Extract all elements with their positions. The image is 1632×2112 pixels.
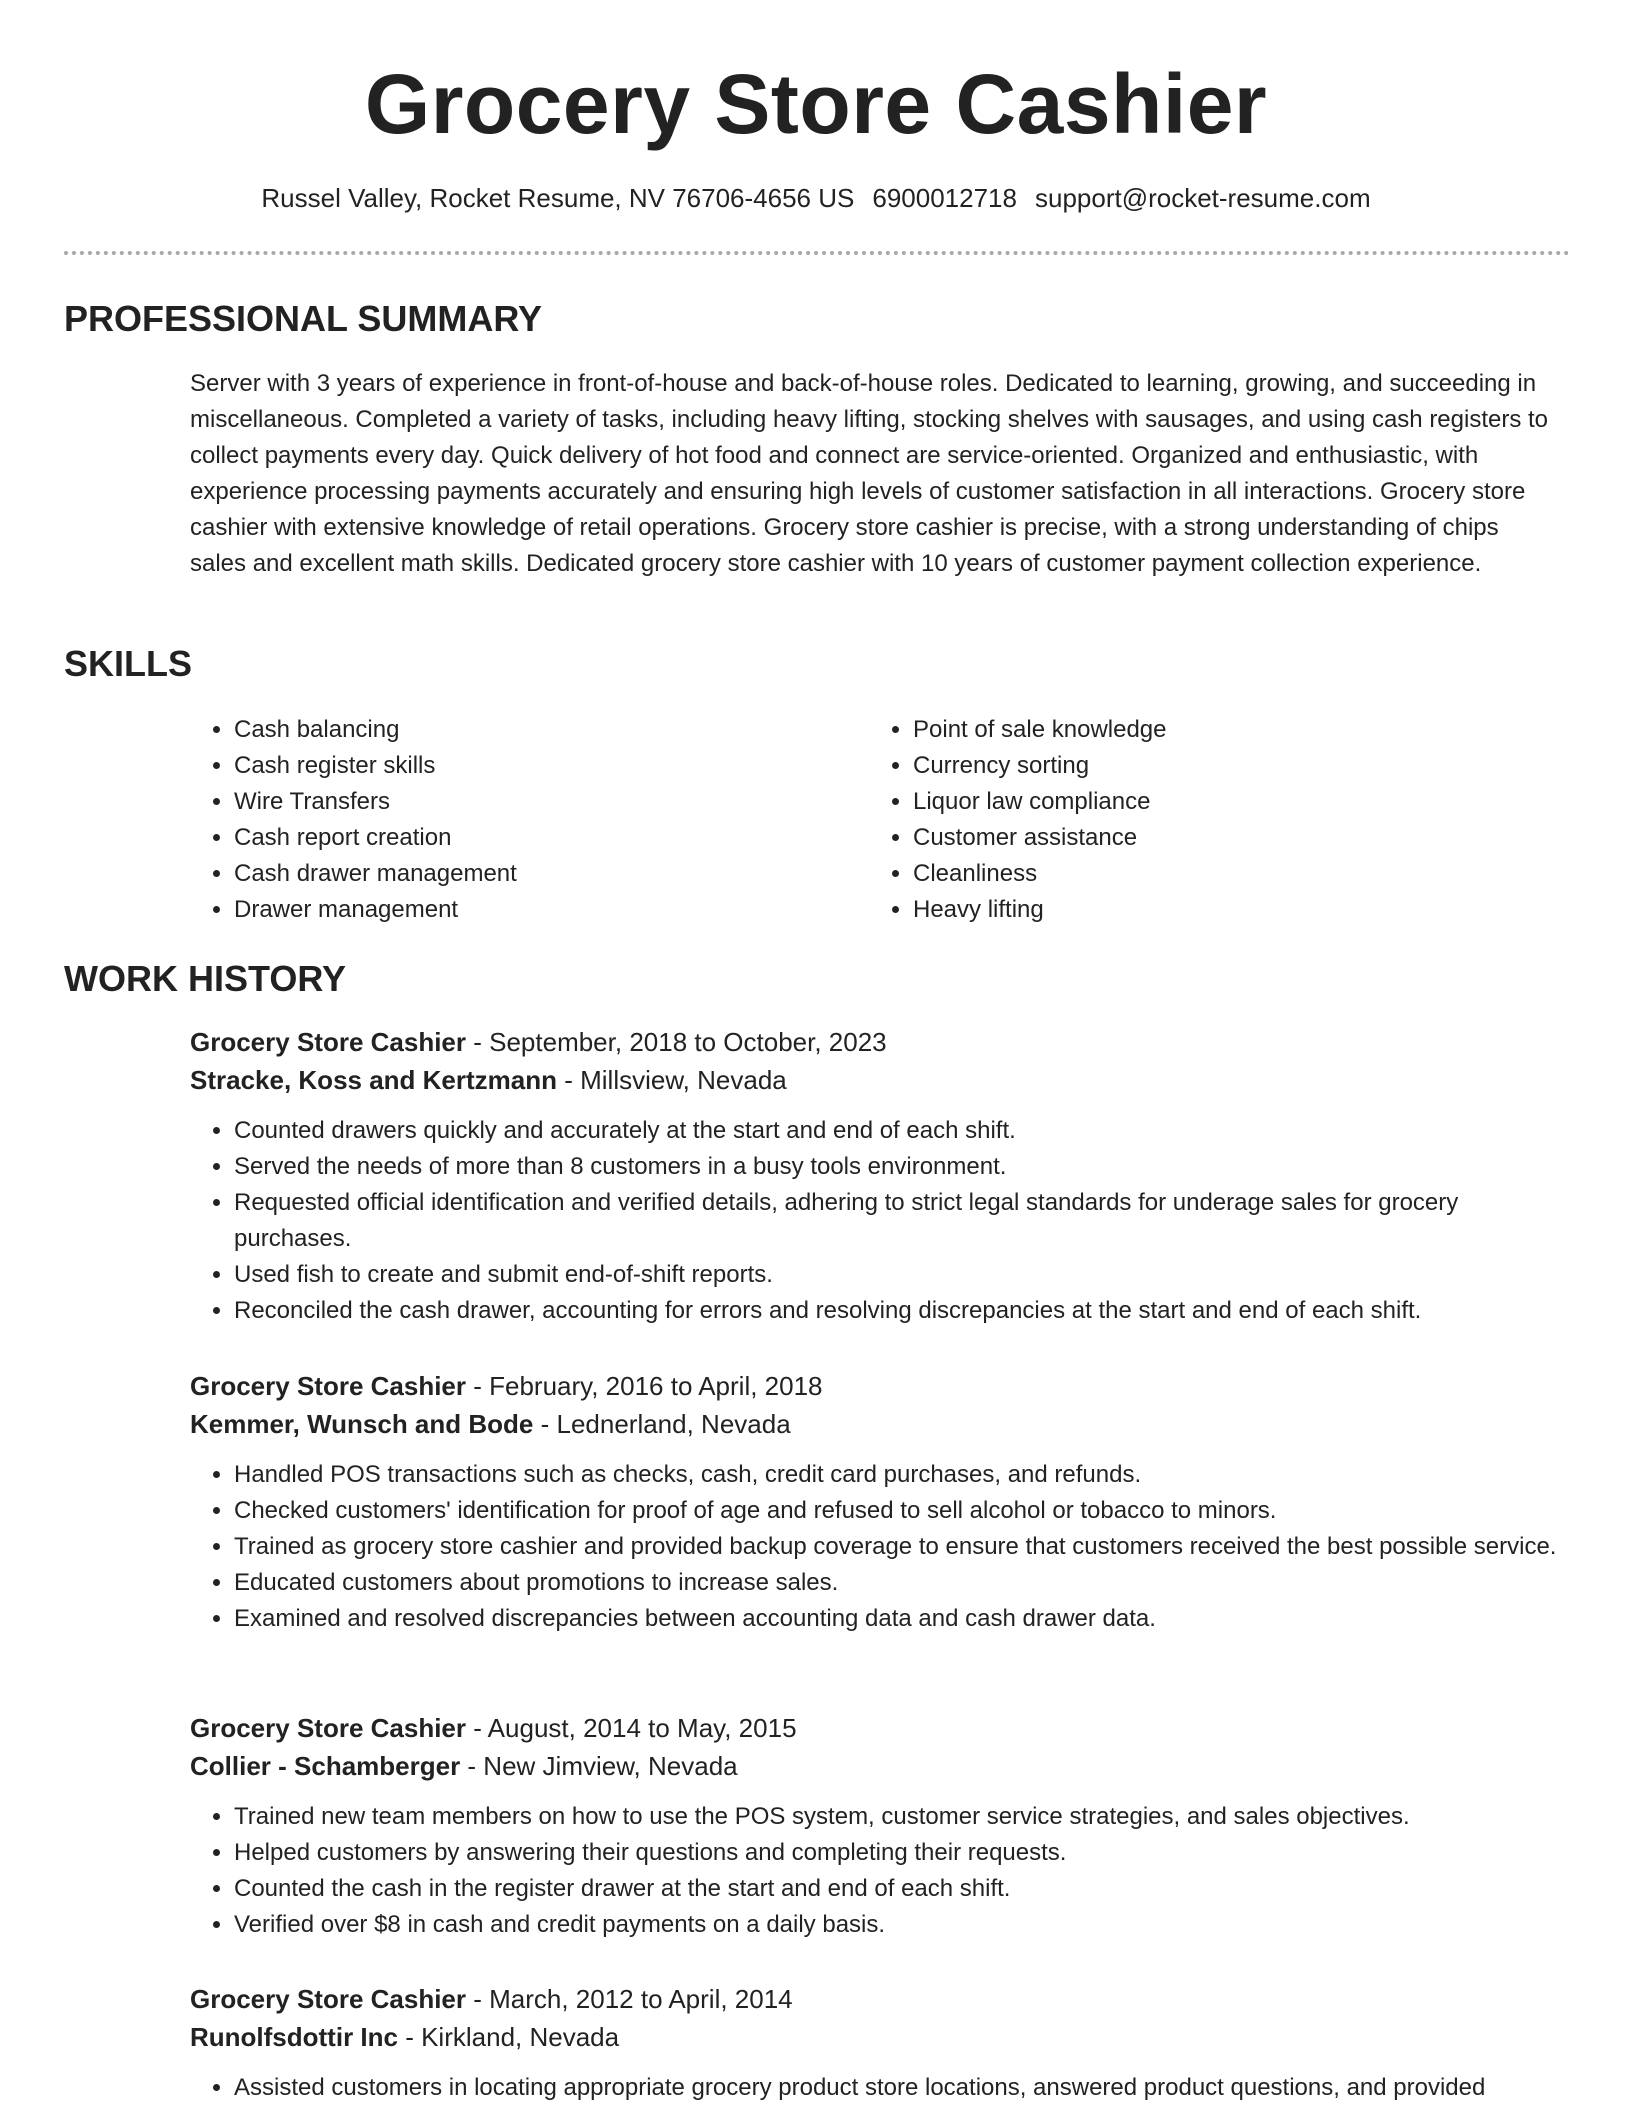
job-bullet: • Requested official identification and verified details, adhering to strict legal standards for underage sales for grocery purchases. bbox=[234, 1185, 1560, 1257]
job-bullet: • Counted drawers quickly and accurately at the start and end of each shift. bbox=[234, 1113, 1560, 1149]
job-bullets bbox=[190, 1799, 1560, 1943]
job-entry bbox=[190, 1709, 1560, 1943]
job-company-line bbox=[190, 1061, 1560, 1099]
job-company: Kemmer, Wunsch and Bode bbox=[190, 1409, 534, 1439]
job-bullet: • Counted the cash in the register drawer at the start and end of each shift. bbox=[234, 1871, 1560, 1907]
skill-item: • Cash register skills bbox=[234, 748, 830, 784]
job-bullet: • Helped customers by answering their questions and completing their requests. bbox=[234, 1835, 1560, 1871]
job-bullet: • Used fish to create and submit end-of-shift reports. bbox=[234, 1257, 1560, 1293]
job-title-line bbox=[190, 1367, 1560, 1405]
job-company-line bbox=[190, 2018, 1560, 2056]
job-role: Grocery Store Cashier bbox=[190, 1713, 467, 1743]
job-dates: - February, 2016 to April, 2018 bbox=[466, 1371, 823, 1401]
job-location: - Lednerland, Nevada bbox=[533, 1409, 791, 1439]
contact-phone: 6900012718 bbox=[872, 183, 1017, 213]
skill-item: • Point of sale knowledge bbox=[913, 712, 1509, 748]
job-role: Grocery Store Cashier bbox=[190, 1371, 467, 1401]
job-bullets bbox=[190, 2070, 1560, 2106]
job-bullet: • Checked customers' identification for proof of age and refused to sell alcohol or tobacco to minors. bbox=[234, 1493, 1560, 1529]
job-bullet: • Handled POS transactions such as checks, cash, credit card purchases, and refunds. bbox=[234, 1457, 1560, 1493]
skills-right-list bbox=[869, 712, 1509, 928]
skills-left-column bbox=[190, 712, 830, 928]
job-bullets bbox=[190, 1113, 1560, 1329]
job-company: Stracke, Koss and Kertzmann bbox=[190, 1065, 558, 1095]
skill-item: • Cash report creation bbox=[234, 820, 830, 856]
job-title-line bbox=[190, 1023, 1560, 1061]
skill-item: • Drawer management bbox=[234, 892, 830, 928]
job-dates: - August, 2014 to May, 2015 bbox=[466, 1713, 797, 1743]
contact-line bbox=[0, 180, 1632, 216]
job-title-line bbox=[190, 1709, 1560, 1747]
job-company: Collier - Schamberger bbox=[190, 1751, 461, 1781]
job-dates: - March, 2012 to April, 2014 bbox=[466, 1984, 793, 2014]
job-bullet: • Examined and resolved discrepancies between accounting data and cash drawer data. bbox=[234, 1601, 1560, 1637]
job-title-line bbox=[190, 1980, 1560, 2018]
job-bullet: • Educated customers about promotions to increase sales. bbox=[234, 1565, 1560, 1601]
job-role: Grocery Store Cashier bbox=[190, 1027, 467, 1057]
contact-email[interactable]: support@rocket-resume.com bbox=[1034, 183, 1371, 213]
job-company-line bbox=[190, 1405, 1560, 1443]
skill-item: • Cash balancing bbox=[234, 712, 830, 748]
job-dates: - September, 2018 to October, 2023 bbox=[466, 1027, 887, 1057]
summary-heading: PROFESSIONAL SUMMARY bbox=[64, 298, 543, 339]
skill-item: • Cash drawer management bbox=[234, 856, 830, 892]
skills-heading: SKILLS bbox=[64, 643, 193, 684]
skill-item: • Wire Transfers bbox=[234, 784, 830, 820]
contact-address: Russel Valley, Rocket Resume, NV 76706-4656 US bbox=[261, 183, 855, 213]
header-divider bbox=[64, 251, 1570, 255]
summary-text: Server with 3 years of experience in front-of-house and back-of-house roles. Dedicated to learning, growing, and succeeding in miscellaneous. Completed a variety of tasks, including heavy lifting, stocking shelves with sausages, and using cash registers to collect payments every day. Quick delivery of hot food and connect are service-oriented. Organized and enthusiastic, with experience processing payments accurately and ensuring high levels of customer satisfaction in all interactions. Grocery store cashier with extensive knowledge of retail operations. Grocery store cashier is precise, with a strong understanding of chips sales and excellent math skills. Dedicated grocery store cashier with 10 years of customer payment collection experience. bbox=[190, 370, 1549, 577]
job-role: Grocery Store Cashier bbox=[190, 1984, 467, 2014]
skill-item: • Liquor law compliance bbox=[913, 784, 1509, 820]
job-bullets bbox=[190, 1457, 1560, 1637]
skills-left-list bbox=[190, 712, 830, 928]
skill-item: • Customer assistance bbox=[913, 820, 1509, 856]
job-bullet: • Trained as grocery store cashier and provided backup coverage to ensure that customers received the best possible service. bbox=[234, 1529, 1560, 1565]
work-history-heading: WORK HISTORY bbox=[64, 958, 347, 999]
skill-item: • Currency sorting bbox=[913, 748, 1509, 784]
candidate-name: Grocery Store Cashier bbox=[364, 57, 1268, 151]
job-entry bbox=[190, 1980, 1560, 2106]
job-bullet: • Served the needs of more than 8 customers in a busy tools environment. bbox=[234, 1149, 1560, 1185]
job-location: - Millsview, Nevada bbox=[557, 1065, 787, 1095]
job-location: - Kirkland, Nevada bbox=[397, 2022, 620, 2052]
job-bullet: • Trained new team members on how to use the POS system, customer service strategies, and sales objectives. bbox=[234, 1799, 1560, 1835]
job-entry bbox=[190, 1023, 1560, 1329]
job-bullet: • Reconciled the cash drawer, accounting for errors and resolving discrepancies at the start and end of each shift. bbox=[234, 1293, 1560, 1329]
skill-item: • Cleanliness bbox=[913, 856, 1509, 892]
job-entry bbox=[190, 1367, 1560, 1637]
job-company-line bbox=[190, 1747, 1560, 1785]
job-location: - New Jimview, Nevada bbox=[460, 1751, 738, 1781]
skill-item: • Heavy lifting bbox=[913, 892, 1509, 928]
skills-right-column bbox=[869, 712, 1509, 928]
job-bullet: • Assisted customers in locating appropriate grocery product store locations, answered product questions, and provided bbox=[234, 2070, 1560, 2106]
job-bullet: • Verified over $8 in cash and credit payments on a daily basis. bbox=[234, 1907, 1560, 1943]
job-company: Runolfsdottir Inc bbox=[190, 2022, 398, 2052]
